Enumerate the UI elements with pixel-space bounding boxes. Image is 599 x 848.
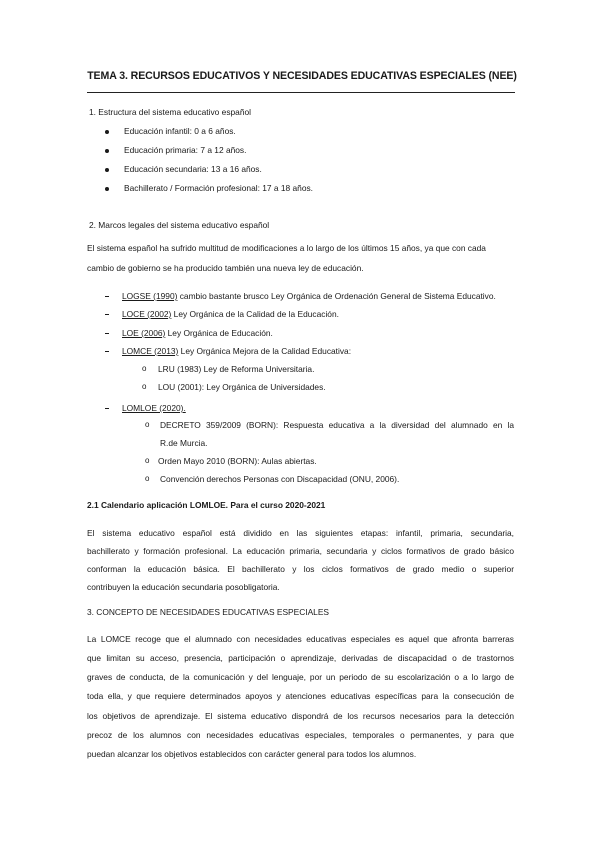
dash-icon — [105, 408, 109, 409]
sub-list-item: Orden Mayo 2010 (BORN): Aulas abiertas. — [158, 456, 317, 466]
section-2-heading: 2. Marcos legales del sistema educativo español — [89, 220, 270, 230]
dash-icon — [105, 333, 109, 334]
law-desc: Ley Orgánica de Educación. — [165, 328, 273, 338]
dash-icon — [105, 351, 109, 352]
section-3-heading: 3. CONCEPTO DE NECESIDADES EDUCATIVAS ESPECIALES — [87, 607, 330, 617]
circle-marker-icon: o — [142, 364, 147, 373]
law-item-lomloe: LOMLOE (2020). — [122, 403, 186, 413]
paragraph-line: bachillerato y formación profesional. La educación primaria, secundaria y ciclos formativos de grado básico — [87, 546, 514, 556]
law-desc: Ley Orgánica Mejora de la Calidad Educativa: — [178, 346, 352, 356]
circle-marker-icon: o — [145, 456, 150, 465]
law-desc: cambio bastante brusco Ley Orgánica de Ordenación General de Sistema Educativo. — [177, 291, 496, 301]
title-underline — [87, 92, 515, 93]
circle-marker-icon: o — [142, 382, 147, 391]
bullet-icon — [105, 168, 109, 172]
sub-list-item: LOU (2001): Ley Orgánica de Universidades. — [158, 382, 326, 392]
paragraph-line: puedan alcanzar los objetivos establecidos con carácter general para todos los alumnos. — [87, 749, 417, 759]
law-desc: Ley Orgánica de la Calidad de la Educación. — [171, 309, 339, 319]
paragraph-line: contribuyen la educación secundaria posobligatoria. — [87, 582, 280, 592]
list-item: Educación secundaria: 13 a 16 años. — [124, 164, 262, 174]
bullet-icon — [105, 187, 109, 191]
paragraph-line: El sistema español ha sufrido multitud de modificaciones a lo largo de los últimos 15 años, ya que con cada — [87, 243, 486, 253]
paragraph-line: precoz de los alumnos con necesidades educativas especiales, temporales o permanentes, y para que — [87, 730, 514, 740]
law-item-loce — [122, 309, 339, 319]
law-item-loe — [122, 328, 273, 338]
law-name: LOMCE (2013) — [122, 346, 179, 356]
section-2-1-heading: 2.1 Calendario aplicación LOMLOE. Para el curso 2020-2021 — [87, 500, 326, 510]
law-name: LOGSE (1990) — [122, 291, 178, 301]
list-item: Educación infantil: 0 a 6 años. — [124, 126, 236, 136]
circle-marker-icon: o — [145, 474, 150, 483]
law-item-logse — [122, 291, 496, 301]
paragraph-line: toda ella, y que requiere determinados apoyos y atenciones educativas específicas para la consecución de — [87, 691, 514, 701]
law-item-lomce — [122, 346, 351, 356]
paragraph-line: graves de conducta, de la comunicación y del lenguaje, por un periodo de su escolarización o a lo largo de — [87, 672, 514, 682]
dash-icon — [105, 296, 109, 297]
paragraph-line: que limitan su acceso, presencia, participación o aprendizaje, derivadas de discapacidad o de trastornos — [87, 653, 514, 663]
section-1-heading: 1. Estructura del sistema educativo español — [89, 107, 252, 117]
law-name: LOCE (2002) — [122, 309, 172, 319]
paragraph-line: conforman la educación básica. El bachillerato y los ciclos formativos de grado medio o superior — [87, 564, 514, 574]
list-item: Bachillerato / Formación profesional: 17 a 18 años. — [124, 183, 314, 193]
sub-list-item: Convención derechos Personas con Discapacidad (ONU, 2006). — [160, 474, 400, 484]
paragraph-line: cambio de gobierno se ha producido también una nueva ley de educación. — [87, 263, 364, 273]
paragraph-line: El sistema educativo español está dividido en las siguientes etapas: infantil, primaria, secundaria, — [87, 528, 514, 538]
law-name: LOE (2006) — [122, 328, 166, 338]
dash-icon — [105, 314, 109, 315]
paragraph-line: La LOMCE recoge que el alumnado con necesidades educativas especiales es aquel que afronta barreras — [87, 634, 514, 644]
bullet-icon — [105, 149, 109, 153]
bullet-icon — [105, 130, 109, 134]
sub-list-item: LRU (1983) Ley de Reforma Universitaria. — [158, 364, 315, 374]
circle-marker-icon: o — [145, 420, 150, 429]
sub-list-item-continued: R.de Murcia. — [160, 438, 208, 448]
sub-list-item: DECRETO 359/2009 (BORN): Respuesta educativa a la diversidad del alumnado en la — [160, 420, 514, 430]
page-title: TEMA 3. RECURSOS EDUCATIVOS Y NECESIDADES EDUCATIVAS ESPECIALES (NEE) — [87, 70, 517, 82]
list-item: Educación primaria: 7 a 12 años. — [124, 145, 247, 155]
paragraph-line: los objetivos de aprendizaje. El sistema educativo dispondrá de los recursos necesarios para la detección — [87, 711, 514, 721]
